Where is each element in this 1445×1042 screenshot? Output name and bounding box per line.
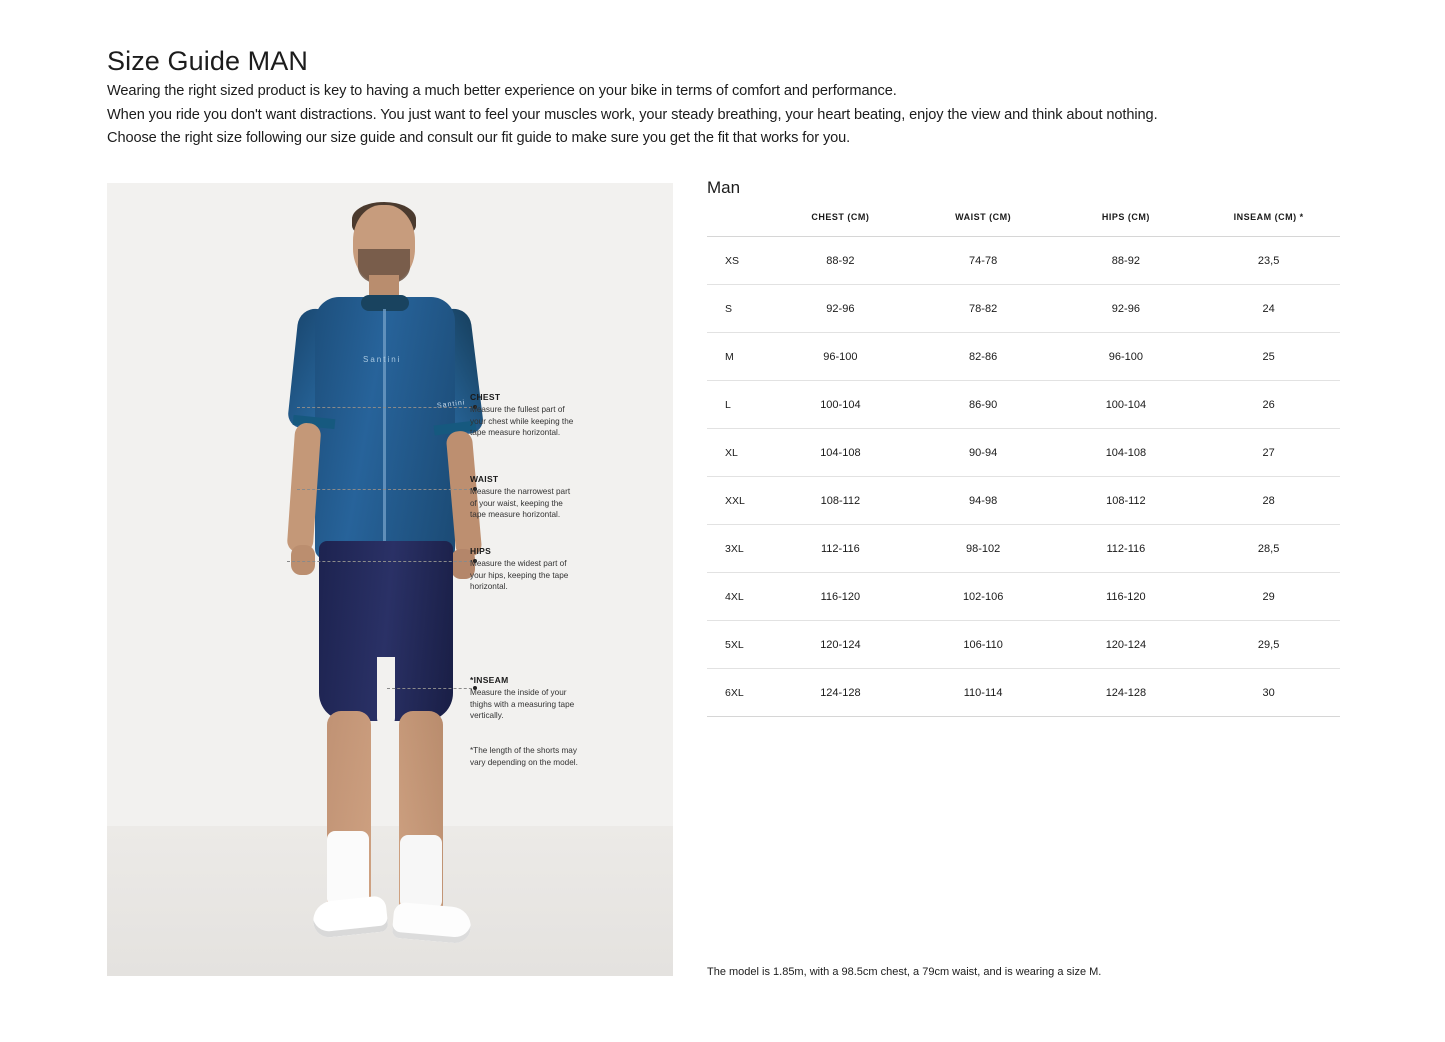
chest-measure-line [297,407,477,408]
cell-chest: 88-92 [769,237,912,285]
cell-hips: 92-96 [1055,285,1198,333]
model-photo [107,183,673,976]
callout-inseam-text: Measure the inside of your thighs with a measuring tape vertically. [470,688,575,721]
table-row [707,669,1340,717]
table-row [707,285,1340,333]
sock-right [400,835,442,909]
cell-hips: 120-124 [1055,621,1198,669]
callout-hips [470,546,578,593]
jersey-zip [383,309,386,547]
callout-waist-title: WAIST [470,474,499,484]
cell-waist: 106-110 [912,621,1055,669]
cell-size: 5XL [707,621,769,669]
cell-chest: 112-116 [769,525,912,573]
table-row [707,573,1340,621]
cell-waist: 82-86 [912,333,1055,381]
cell-size: L [707,381,769,429]
callout-chest-title: CHEST [470,392,501,402]
table-row [707,525,1340,573]
hips-measure-line [287,561,477,562]
inseam-measure-line [387,688,477,689]
cell-size: 3XL [707,525,769,573]
callout-waist-text: Measure the narrowest part of your waist, keeping the tape measure horizontal. [470,487,571,520]
callout-chest-text: Measure the fullest part of your chest while keeping the tape measure horizontal. [470,405,574,438]
cell-chest: 124-128 [769,669,912,717]
cell-hips: 108-112 [1055,477,1198,525]
table-body [707,237,1340,717]
cell-waist: 102-106 [912,573,1055,621]
cell-inseam: 28,5 [1197,525,1340,573]
cell-size: XL [707,429,769,477]
table-row [707,333,1340,381]
cell-inseam: 26 [1197,381,1340,429]
table-header-row [707,212,1340,237]
model-footnote: The model is 1.85m, with a 98.5cm chest, a 79cm waist, and is wearing a size M. [707,966,1102,978]
waist-measure-line [297,489,477,490]
table-row [707,621,1340,669]
column-header-chest: CHEST (CM) [769,212,912,237]
cell-waist: 94-98 [912,477,1055,525]
cell-waist: 98-102 [912,525,1055,573]
brand-logo-sleeve: Santini [436,399,466,410]
size-table [707,212,1340,717]
cell-inseam: 27 [1197,429,1340,477]
cell-inseam: 28 [1197,477,1340,525]
shorts-gap [377,657,395,727]
intro-paragraph [107,80,1357,151]
cell-inseam: 23,5 [1197,237,1340,285]
intro-line-1: Wearing the right sized product is key to having a much better experience on your bike in terms of comfort and performance. [107,83,897,99]
cell-size: XS [707,237,769,285]
cell-hips: 112-116 [1055,525,1198,573]
cell-inseam: 25 [1197,333,1340,381]
cell-hips: 88-92 [1055,237,1198,285]
column-header-size [707,212,769,237]
table-row [707,429,1340,477]
cell-size: 6XL [707,669,769,717]
cell-hips: 104-108 [1055,429,1198,477]
cell-hips: 96-100 [1055,333,1198,381]
cell-chest: 116-120 [769,573,912,621]
callout-waist [470,474,578,521]
cell-inseam: 30 [1197,669,1340,717]
cell-inseam: 29,5 [1197,621,1340,669]
cell-inseam: 29 [1197,573,1340,621]
cell-size: M [707,333,769,381]
shorts-length-note: *The length of the shorts may vary depending on the model. [470,746,578,767]
column-header-inseam: INSEAM (CM) * [1197,212,1340,237]
sock-left [327,831,369,907]
cell-chest: 120-124 [769,621,912,669]
cell-chest: 104-108 [769,429,912,477]
callout-inseam [470,675,578,722]
cell-chest: 92-96 [769,285,912,333]
model-hand-left [291,545,315,575]
cell-chest: 96-100 [769,333,912,381]
intro-line-2: When you ride you don't want distractions. You just want to feel your muscles work, your steady breathing, your heart beating, enjoy the view and think about nothing. [107,106,1158,123]
cell-hips: 124-128 [1055,669,1198,717]
column-header-hips: HIPS (CM) [1055,212,1198,237]
cell-waist: 90-94 [912,429,1055,477]
cell-size: 4XL [707,573,769,621]
shoe-left [311,895,388,939]
cell-size: S [707,285,769,333]
table-row [707,237,1340,285]
cell-size: XXL [707,477,769,525]
table-row [707,381,1340,429]
page-title: Size Guide MAN [107,46,308,77]
callout-chest [470,392,578,439]
cell-hips: 116-120 [1055,573,1198,621]
shoe-right [392,902,473,945]
callout-hips-text: Measure the widest part of your hips, keeping the tape horizontal. [470,559,569,592]
cell-chest: 108-112 [769,477,912,525]
cell-waist: 110-114 [912,669,1055,717]
size-table-title: Man [707,178,741,197]
callout-hips-title: HIPS [470,546,492,556]
cell-waist: 78-82 [912,285,1055,333]
cell-hips: 100-104 [1055,381,1198,429]
column-header-waist: WAIST (CM) [912,212,1055,237]
brand-logo-chest: Santini [363,355,402,364]
intro-line-3: Choose the right size following our size guide and consult our fit guide to make sure you get the fit that works for you. [107,130,851,146]
table-row [707,477,1340,525]
size-table-section [707,178,1340,717]
cell-chest: 100-104 [769,381,912,429]
cell-waist: 86-90 [912,381,1055,429]
cell-waist: 74-78 [912,237,1055,285]
cell-inseam: 24 [1197,285,1340,333]
callout-inseam-title: *INSEAM [470,675,509,685]
